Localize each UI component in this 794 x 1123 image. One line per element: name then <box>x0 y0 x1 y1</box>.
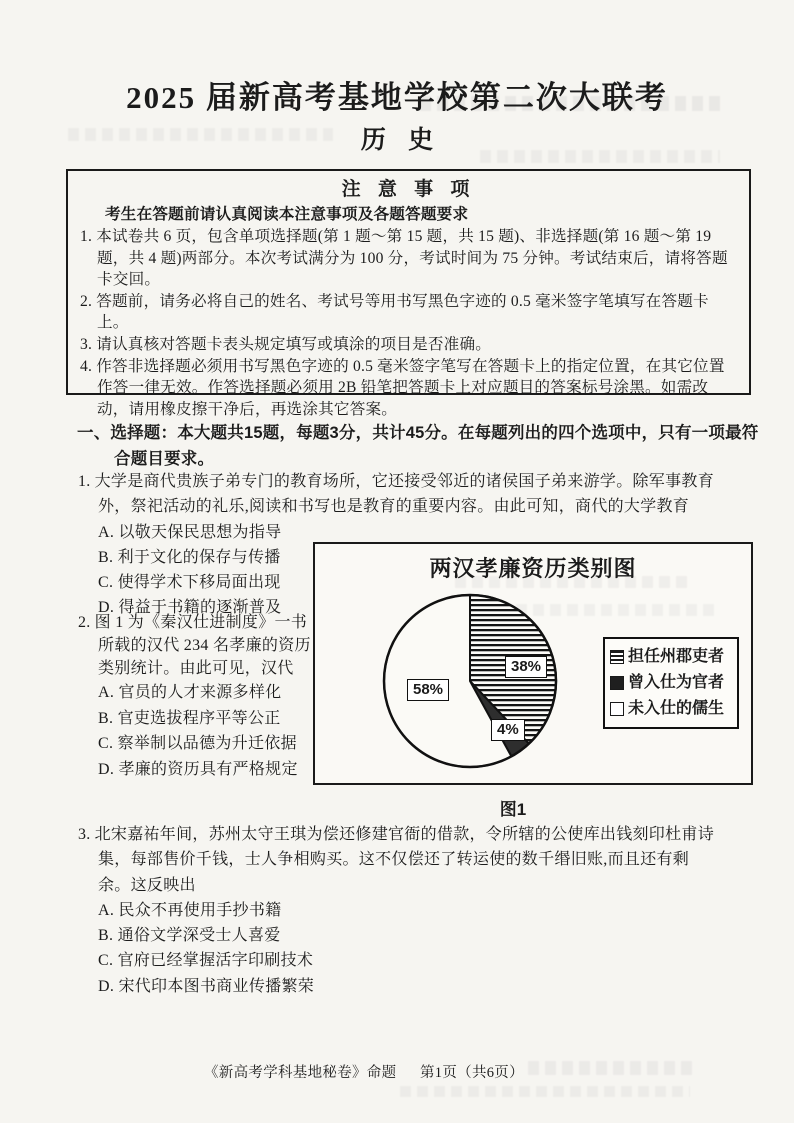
option-b: B. 官吏选拔程序平等公正 <box>98 709 281 727</box>
scan-bleed-artifact <box>400 1086 690 1097</box>
option-d: D. 宋代印本图书商业传播繁荣 <box>98 977 315 995</box>
option-b: B. 通俗文学深受士人喜爱 <box>98 927 281 945</box>
figure-box <box>313 542 753 785</box>
footer-page-number: 第1页（共6页） <box>420 1065 524 1081</box>
legend-label: 未入仕的儒生 <box>628 700 725 717</box>
option-b: B. 利于文化的保存与传播 <box>98 548 281 566</box>
notice-item: 1. 本试卷共 6 页，包含单项选择题(第 1 题～第 15 题，共 15 题)、非选择题(第 16 题～第 19 题，共 4 题)两部分。本次考试满分为 100 分，考试时间为 75 分钟。考试结束后，请将答题卡交回。 <box>80 228 728 289</box>
open-swatch-icon <box>610 702 624 716</box>
question-number: 1. <box>78 473 91 490</box>
notice-subheading: 考生在答题前请认真阅读本注意事项及各题答题要求 <box>105 206 469 223</box>
legend-label: 曾入仕为官者 <box>628 674 725 691</box>
option-c: C. 使得学术下移局面出现 <box>98 574 281 592</box>
legend-item <box>610 670 732 696</box>
question-text: 北宋嘉祐年间，苏州太守王琪为偿还修建官衙的借款，令所辖的公使库出钱刻印杜甫诗集，每部售价千钱，士人争相购买。这不仅偿还了转运使的数千缗旧账,而且还有剩余。这反映出 <box>94 826 715 894</box>
notice-box <box>66 169 751 418</box>
pie-label-38: 38% <box>505 656 547 678</box>
option-d: D. 得益于书籍的逐渐普及 <box>98 599 282 617</box>
legend-item <box>610 696 732 722</box>
question-3 <box>78 822 718 999</box>
pie-label-58: 58% <box>407 679 449 701</box>
notice-item: 2. 答题前，请务必将自己的姓名、考试号等用书写黑色字迹的 0.5 毫米签字笔填写在答题卡上。 <box>80 292 709 332</box>
legend-item <box>610 644 732 670</box>
question-3-stem <box>78 822 718 898</box>
question-number: 3. <box>78 826 91 843</box>
notice-item: 4. 作答非选择题必须用书写黑色字迹的 0.5 毫米签字笔写在答题卡上的指定位置，在其它位置作答一律无效。作答选择题必须用 2B 铅笔把答题卡上对应题目的答案标号涂黑。如需改动，请用橡皮擦干净后，再选涂其它答案。 <box>80 357 725 418</box>
notice-item: 3. 请认真核对答题卡表头规定填写或填涂的项目是否准确。 <box>80 335 492 353</box>
scan-bleed-artifact <box>528 1061 693 1075</box>
option-a: A. 以敬天保民思想为指导 <box>98 523 282 541</box>
notice-heading: 注 意 事 项 <box>341 179 476 200</box>
question-number: 2. <box>78 614 91 631</box>
footer-publisher: 《新高考学科基地秘卷》命题 <box>204 1065 397 1081</box>
section-header: 一、选择题：本大题共15题，每题3分，共计45分。在每题列出的四个选项中，只有一项最符合题目要求。 <box>77 424 759 468</box>
figure-caption: 图1 <box>499 800 527 819</box>
question-1-stem <box>78 469 718 520</box>
question-2-stem <box>78 612 318 680</box>
option-a: A. 官员的人才来源多样化 <box>98 684 282 702</box>
option-c: C. 察举制以品德为升迁依据 <box>98 735 297 753</box>
exam-title: 2025 届新高考基地学校第二次大联考 <box>126 80 668 115</box>
chart-title: 两汉孝廉资历类别图 <box>429 556 637 581</box>
question-2 <box>78 612 318 782</box>
chart-legend <box>603 637 739 729</box>
pie-label-4: 4% <box>491 719 525 741</box>
option-c: C. 官府已经掌握活字印刷技术 <box>98 952 314 970</box>
striped-swatch-icon <box>610 650 624 664</box>
legend-label: 担任州郡吏者 <box>628 648 725 665</box>
option-a: A. 民众不再使用手抄书籍 <box>98 901 282 919</box>
solid-swatch-icon <box>610 676 624 690</box>
exam-subject: 历 史 <box>360 127 442 154</box>
question-text: 大学是商代贵族子弟专门的教育场所，它还接受邻近的诸侯国子弟来游学。除军事教育外，祭祀活动的礼乐,阅读和书写也是教育的重要内容。由此可知，商代的大学教育 <box>94 473 715 516</box>
option-d: D. 孝廉的资历具有严格规定 <box>98 760 298 778</box>
question-text: 图 1 为《秦汉仕进制度》一书所载的汉代 234 名孝廉的资历类别统计。由此可见，汉代 <box>94 614 311 677</box>
